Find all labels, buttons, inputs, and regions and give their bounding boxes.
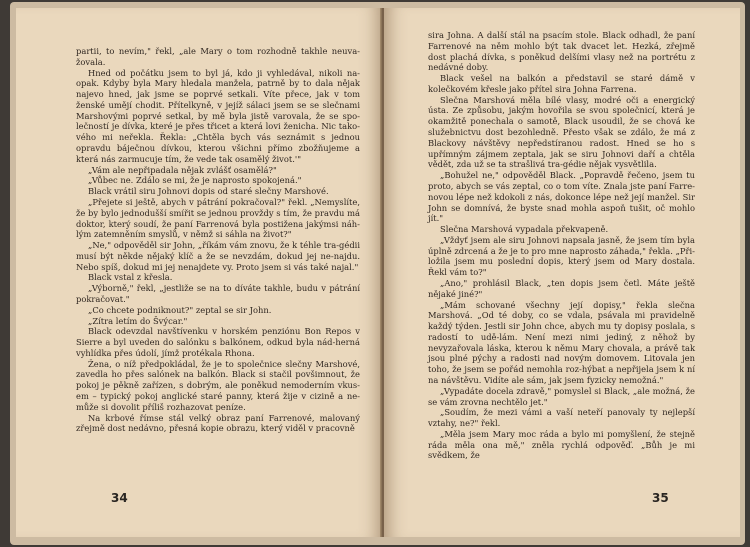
paragraph: Slečna Marshová vypadala překvapeně. <box>440 224 609 235</box>
paragraph: „Měla jsem Mary moc ráda a bylo mi pomyšlení, že stejně ráda měla ona mě," zněla rychlá odpověď. „Bůh je mi svědkem, že <box>428 428 695 461</box>
paragraph: Black vrátil siru Johnovi dopis od staré slečny Marshové. <box>88 186 329 197</box>
paragraph: „Bohužel ne," odpověděl Black. „Popravdě řečeno, jsem tu proto, abych se vás zeptal, co o tom víte. Znala jste paní Farre-novou lépe než kdokoli z nás, dokonce lépe než její manžel. Sir John se domnívá, že byste snad mohla aspoň tušit, oč mohlo jít." <box>428 170 695 224</box>
right-page <box>384 8 740 537</box>
paragraph: Žena, o níž předpokládal, že je to společnice slečny Marshové, zavedla ho přes salónek na balkón. Black si stačil povšimnout, že pokoj je pěkně zařízen, s dobrým, ale poněkud nemoderním vkus-em – typický pokoj anglické staré panny, která žije v cizině a ne-může si dovolit příliš rozhazovat peníze. <box>76 358 360 412</box>
paragraph: „Vůbec ne. Zdálo se mi, že je naprosto spokojená." <box>88 175 302 186</box>
paragraph: Na krbové římse stál velký obraz paní Farrenové, malovaný zřejmě dost nedávno, přesná kopie obrazu, který viděl v pracovně <box>76 412 360 434</box>
paragraph: Black odevzdal navštívenku v horském penziónu Bon Repos v Sierre a byl uveden do salónku s balkónem, odkud byla nád-herná vyhlídka přes údolí, jímž protékala Rhona. <box>76 326 360 358</box>
paragraph: „Ne," odpověděl sir John, „říkám vám znovu, že k téhle tra-gédii musí být někde nějaký klíč a že se nevzdám, dokud jej ne-najdu. Nebo spíš, dokud mi jej nenajdete vy. Proto jsem si vás také najal." <box>76 240 360 272</box>
paragraph: sira Johna. A další stál na psacím stole. Black odhadl, že paní Farrenové na něm mohlo být tak dvacet let. Hezká, zřejmě dost plachá dívka, s poněkud delšími vlasy než na portrétu z nedávné doby. <box>428 30 695 73</box>
right-page-number: 35 <box>652 491 669 505</box>
left-page-text <box>76 46 360 434</box>
paragraph: „Soudím, že mezi vámi a vaší neteří panovaly ty nejlepší vztahy, ne?" řekl. <box>428 407 695 429</box>
paragraph: „Co chcete podniknout?" zeptal se sir John. <box>88 304 272 315</box>
paragraph: Slečna Marshová měla bílé vlasy, modré oči a energický ústa. Ze způsobu, jakým hovořila se svou společnicí, která je okamžitě ponechala o samotě, Black usoudil, že se chová ke služebnictvu dost bezohledně. Přesto však se zdálo, že má z Blackovy návštěvy nepředstíranou radost. Hned se ho s upřímným zájmem zeptala, jak se siru Johnovi daří a chtěla vědět, zda už se ta strašlivá tra-gédie nějak vysvětlila. <box>428 94 695 170</box>
paragraph: „Zítra letím do Švýcar." <box>88 315 188 326</box>
paragraph: „Ano," prohlásil Black, „ten dopis jsem četl. Máte ještě nějaké jiné?" <box>428 277 695 299</box>
right-page-text <box>428 30 695 461</box>
paragraph: „Mám schované všechny její dopisy," řekla slečna Marshová. „Od té doby, co se vdala, psávala mi pravidelně každý týden. Jestli sir John chce, abych mu ty dopisy poslala, s radostí to udě-lám. Není mezi nimi jediný, z něhož by nevyzařovala láska, kterou k němu Mary chovala, a právě tak jsou plné pýchy a radosti nad novým domovem. Litovala jen toho, že jsem se pořád nemohla roz-hýbat a nepřijela jsem k ní na návštěvu. Vidíte ale sám, jak jsem fyzicky nemožná." <box>428 299 695 385</box>
paragraph: Hned od počátku jsem to byl já, kdo ji vyhledával, nikoli na-opak. Kdyby byla Mary hledala manžela, patrně by to dala nějak najevo hned, jak jsme se poprvé setkali. Víte přece, jak v tom ženské umějí chodit. Přítelkyně, v jejíž sálaci jsem se se slečnami Marshovými poprvé setkal, by mě byla jistě varovala, že se spo-lečností je dívka, které je přes třicet a která lovi ženicha. Nic tako-vého mi neřekla. Řekla: „Chtěla bych vás seznámit s jednou opravdu báječnou dívkou, kterou všichni přímo zbožňujeme a která nás zarmucuje tím, že vede tak osamělý život.'" <box>76 67 360 164</box>
paragraph: „Vždyť jsem ale siru Johnovi napsala jasně, že jsem tím byla úplně zdrcená a že je to pro mne naprosto záhada," řekla. „Při-ložila jsem mu poslední dopis, který jsem od Mary dostala. Řekl vám to?" <box>428 234 695 278</box>
paragraph: Black vešel na balkón a představil se staré dámě v kolečkovém křesle jako přítel sira Johna Farrena. <box>428 73 695 94</box>
paragraph: „Vám ale nepřipadala nějak zvlášť osamělá?" <box>88 164 277 175</box>
paragraph: „Přejete si ještě, abych v pátrání pokračoval?" řekl. „Nemyslíte, že by bylo jednodušší smířit se jednou provždy s tím, že pravdu má doktor, který soudí, že paní Farrenová byla postižena jakýmsi náh-lým zatemněním smyslů, v němž si sáhla na život?" <box>76 196 360 240</box>
left-page-number: 34 <box>111 491 128 505</box>
paragraph: Black vstal z křesla. <box>88 272 173 283</box>
paragraph: „Výborně," řekl, „jestliže se na to díváte takhle, budu v pátrání pokračovat." <box>76 283 360 304</box>
paragraph: partii, to nevím," řekl, „ale Mary o tom rozhodně takhle neuva-žovala. <box>76 46 360 67</box>
paragraph: „Vypadáte docela zdravě," pomyslel si Black, „ale možná, že se vám zrovna nechtělo jet." <box>428 385 695 407</box>
open-book <box>10 2 745 545</box>
left-page <box>16 8 382 537</box>
